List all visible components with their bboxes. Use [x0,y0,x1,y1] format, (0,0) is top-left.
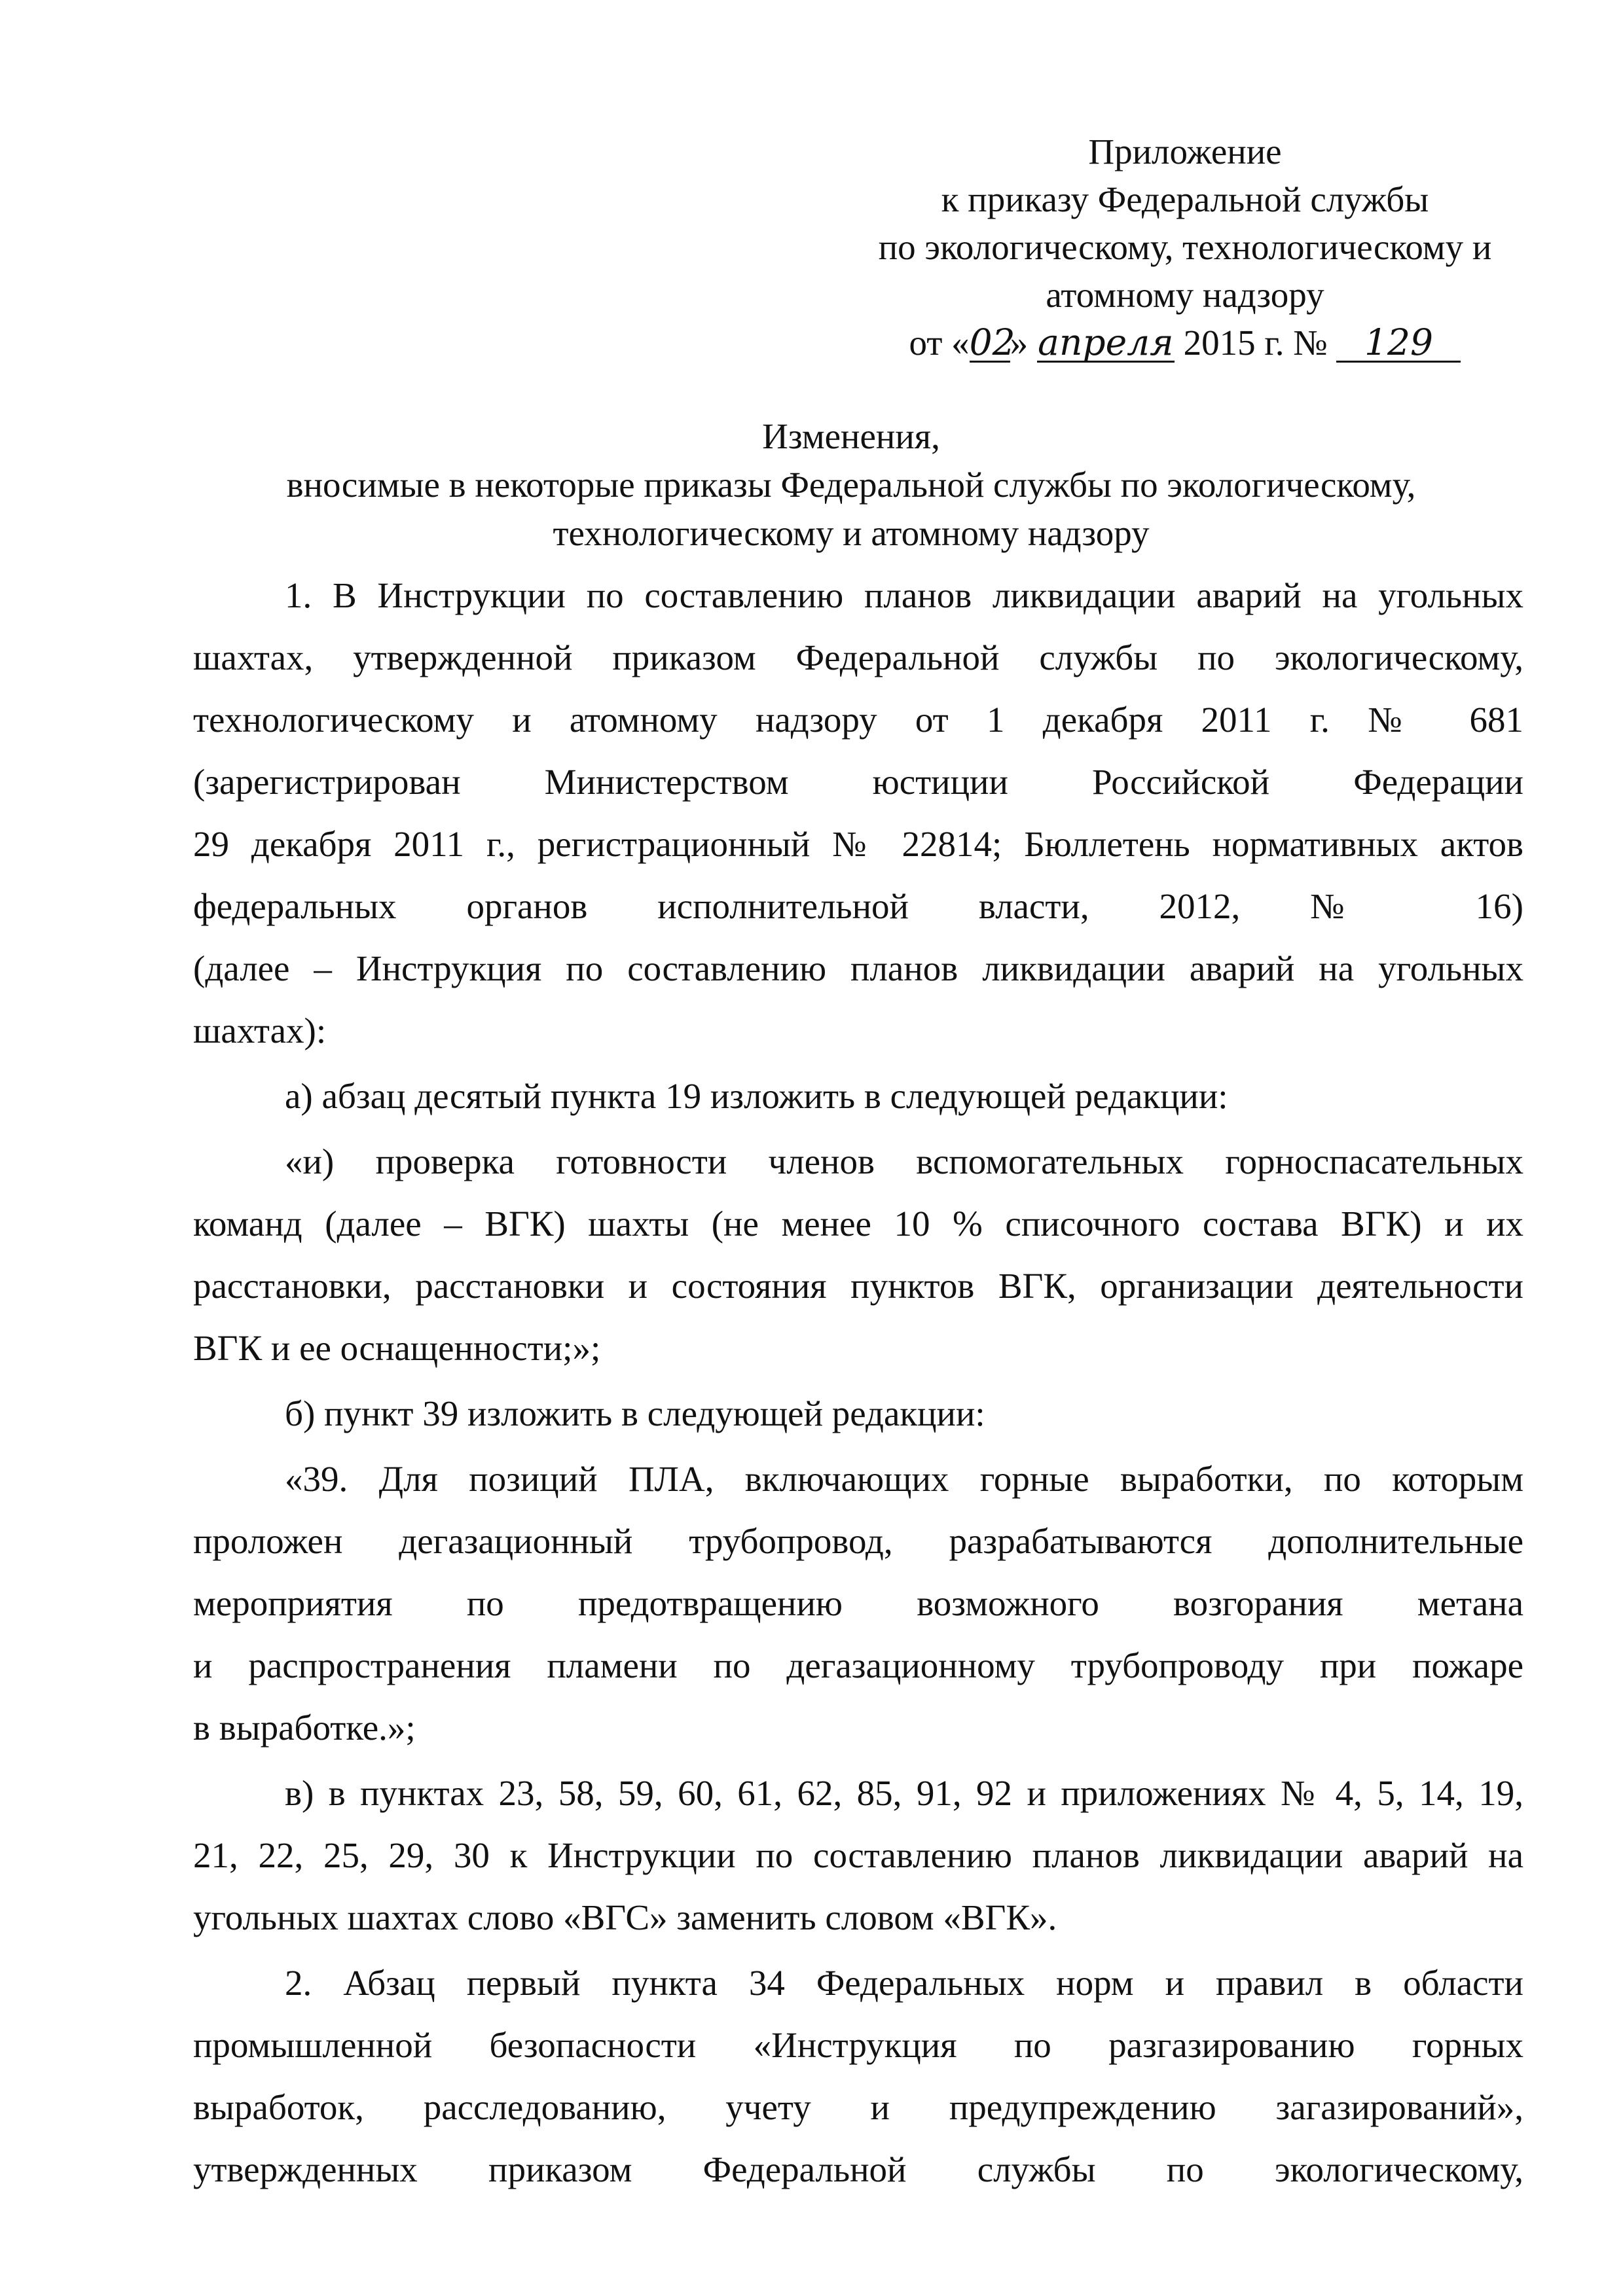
appendix-line-3: по экологическому, технологическому и [878,227,1492,267]
body-line: промышленной безопасности «Инструкция по разгазированию горных [193,2025,1523,2065]
date-day-close: » [1010,323,1029,363]
date-prefix: от « [909,323,970,363]
appendix-line-2: к приказу Федеральной службы [941,179,1429,219]
title-line-2: вносимые в некоторые приказы Федеральной службы по экологическому, [286,465,1416,505]
appendix-line-1: Приложение [1088,132,1282,171]
body-line: федеральных органов исполнительной власти, 2012, № 16) [193,886,1523,926]
document-title [196,412,1506,558]
appendix-line-4: атомному надзору [1046,275,1324,315]
handwritten-order-number: 129 [1336,324,1461,363]
body-line: проложен дегазационный трубопровод, разрабатываются дополнительные [193,1521,1523,1561]
body-line: расстановки, расстановки и состояния пунктов ВГК, организации деятельности [193,1266,1523,1306]
body-line: (зарегистрирован Министерством юстиции Российской Федерации [193,762,1523,802]
body-line: выработок, расследованию, учету и предупреждению загазирований», [193,2087,1523,2127]
body-line: шахтах): [193,1011,327,1050]
title-line-1: Изменения, [762,416,940,456]
handwritten-month: апреля [1038,321,1174,363]
body-line: мероприятия по предотвращению возможного возгорания метана [193,1583,1523,1623]
body-line: 29 декабря 2011 г., регистрационный № 22814; Бюллетень нормативных актов [193,824,1523,864]
body-line: (далее – Инструкция по составлению планов ликвидации аварий на угольных [193,948,1523,988]
body-line: угольных шахтах слово «ВГС» заменить словом «ВГК». [193,1897,1057,1937]
body-line: «39. Для позиций ПЛА, включающих горные выработки, по которым [285,1459,1523,1499]
appendix-header [805,128,1565,367]
title-line-3: технологическому и атомному надзору [553,513,1150,553]
handwritten-day: 02 [969,321,1015,363]
body-line: а) абзац десятый пункта 19 изложить в следующей редакции: [285,1076,1228,1116]
body-line: шахтах, утвержденной приказом Федеральной службы по экологическому, [193,637,1523,677]
body-line: 21, 22, 25, 29, 30 к Инструкции по составлению планов ликвидации аварий на [193,1835,1523,1875]
date-year: 2015 г. № [1183,323,1328,363]
body-line: технологическому и атомному надзору от 1 декабря 2011 г. № 681 [193,700,1523,740]
body-line: в) в пунктах 23, 58, 59, 60, 61, 62, 85, 91, 92 и приложениях № 4, 5, 14, 19, [285,1773,1523,1813]
body-line: ВГК и ее оснащенности;»; [193,1328,601,1368]
body-line: в выработке.»; [193,1708,416,1748]
body-line: утвержденных приказом Федеральной службы по экологическому, [193,2149,1523,2189]
body-line: «и) проверка готовности членов вспомогательных горноспасательных [285,1141,1523,1181]
body-line: 2. Абзац первый пункта 34 Федеральных норм и правил в области [285,1963,1523,2003]
body-line: 1. В Инструкции по составлению планов ликвидации аварий на угольных [285,575,1523,615]
body-line: команд (далее – ВГК) шахты (не менее 10 % списочного состава ВГК) и их [193,1204,1523,1244]
appendix-date-line [805,319,1565,367]
body-line: б) пункт 39 изложить в следующей редакции: [285,1393,985,1433]
body-line: и распространения пламени по дегазационному трубопроводу при пожаре [193,1645,1523,1685]
